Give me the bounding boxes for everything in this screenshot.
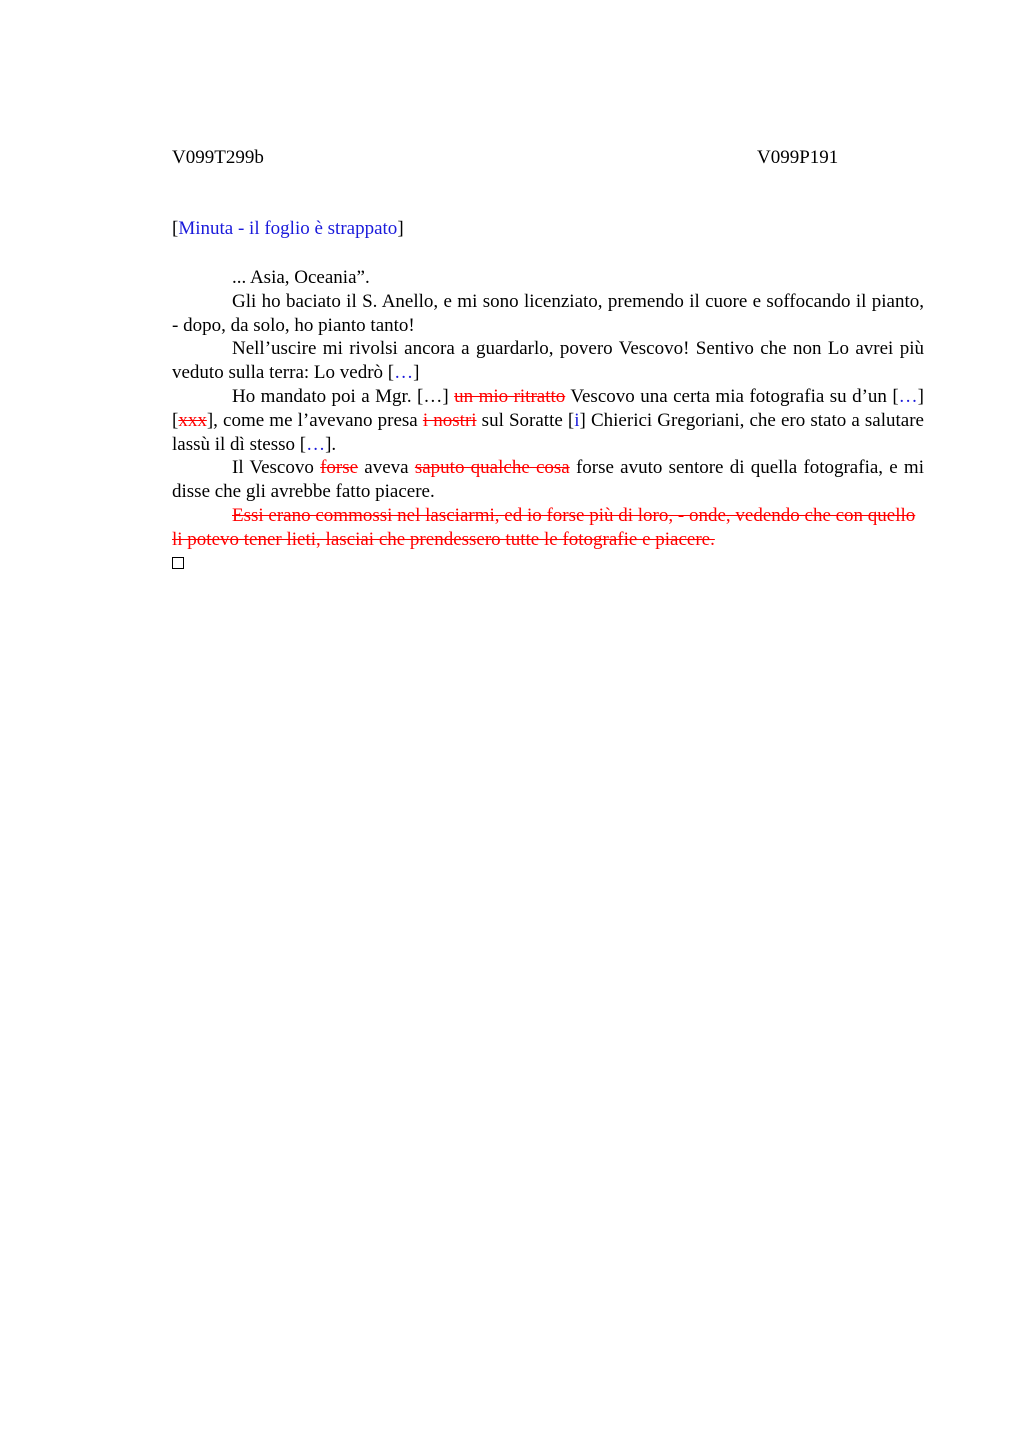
text-segment: Ho mandato poi a Mgr. […] — [232, 385, 455, 407]
end-of-text-box-icon — [172, 552, 924, 576]
deleted-text: i nostri — [422, 409, 477, 431]
document-code-right: V099P191 — [757, 147, 839, 168]
paragraph-1: ... Asia, Oceania”. — [232, 267, 370, 288]
text-segment: ] — [413, 362, 420, 384]
text-segment: ] [ — [172, 385, 924, 431]
lacuna-mark: … — [394, 362, 414, 384]
lacuna-mark: … — [306, 433, 326, 455]
deleted-text: xxx — [178, 409, 207, 431]
document-code-left: V099T299b — [172, 147, 264, 168]
text-segment: forse avuto sentore di quella fotografia, e mi disse che gli avrebbe fatto piacere. — [172, 457, 924, 503]
text-segment: ]. — [325, 433, 337, 455]
text-segment: ] Chierici Gregoriani, che ero stato a salutare lassù il dì stesso [ — [172, 409, 924, 455]
paragraph-3 — [172, 337, 924, 385]
deleted-text: saputo qualche cosa — [414, 457, 570, 479]
letter-body — [172, 266, 924, 575]
paragraph-4 — [172, 385, 924, 456]
text-segment: sul Soratte [ — [476, 409, 575, 431]
text-segment: ], come me l’avevano presa — [206, 409, 423, 431]
note-text: Minuta - il foglio è strappato — [178, 218, 398, 239]
paragraph-6 — [172, 504, 924, 552]
note-open-bracket: [ — [172, 218, 179, 239]
note-close-bracket: ] — [397, 218, 404, 239]
editorial-insertion: i — [574, 409, 580, 431]
lacuna-mark: … — [898, 385, 918, 407]
text-segment: Nell’uscire mi rivolsi ancora a guardarlo, povero Vescovo! Sentivo che non Lo avrei più veduto sulla terra: Lo vedrò [ — [172, 338, 924, 384]
text-segment: Vescovo una certa mia fotografia su d’un [ — [565, 385, 899, 407]
editorial-note — [172, 218, 404, 240]
deleted-text: Essi erano commossi nel lasciarmi, ed io forse più di loro, - onde, vedendo che con quello li potevo tener lieti, lasciai che prendessero tutte le fotografie e piacere. — [172, 504, 916, 550]
deleted-text: forse — [320, 457, 359, 479]
text-segment: aveva — [358, 457, 415, 479]
paragraph-2: Gli ho baciato il S. Anello, e mi sono licenziato, premendo il cuore e soffocando il pianto, - dopo, da solo, ho pianto tanto! — [172, 290, 924, 336]
deleted-text: un mio ritratto — [454, 385, 566, 407]
paragraph-5 — [172, 456, 924, 504]
text-segment: Il Vescovo — [232, 457, 321, 479]
